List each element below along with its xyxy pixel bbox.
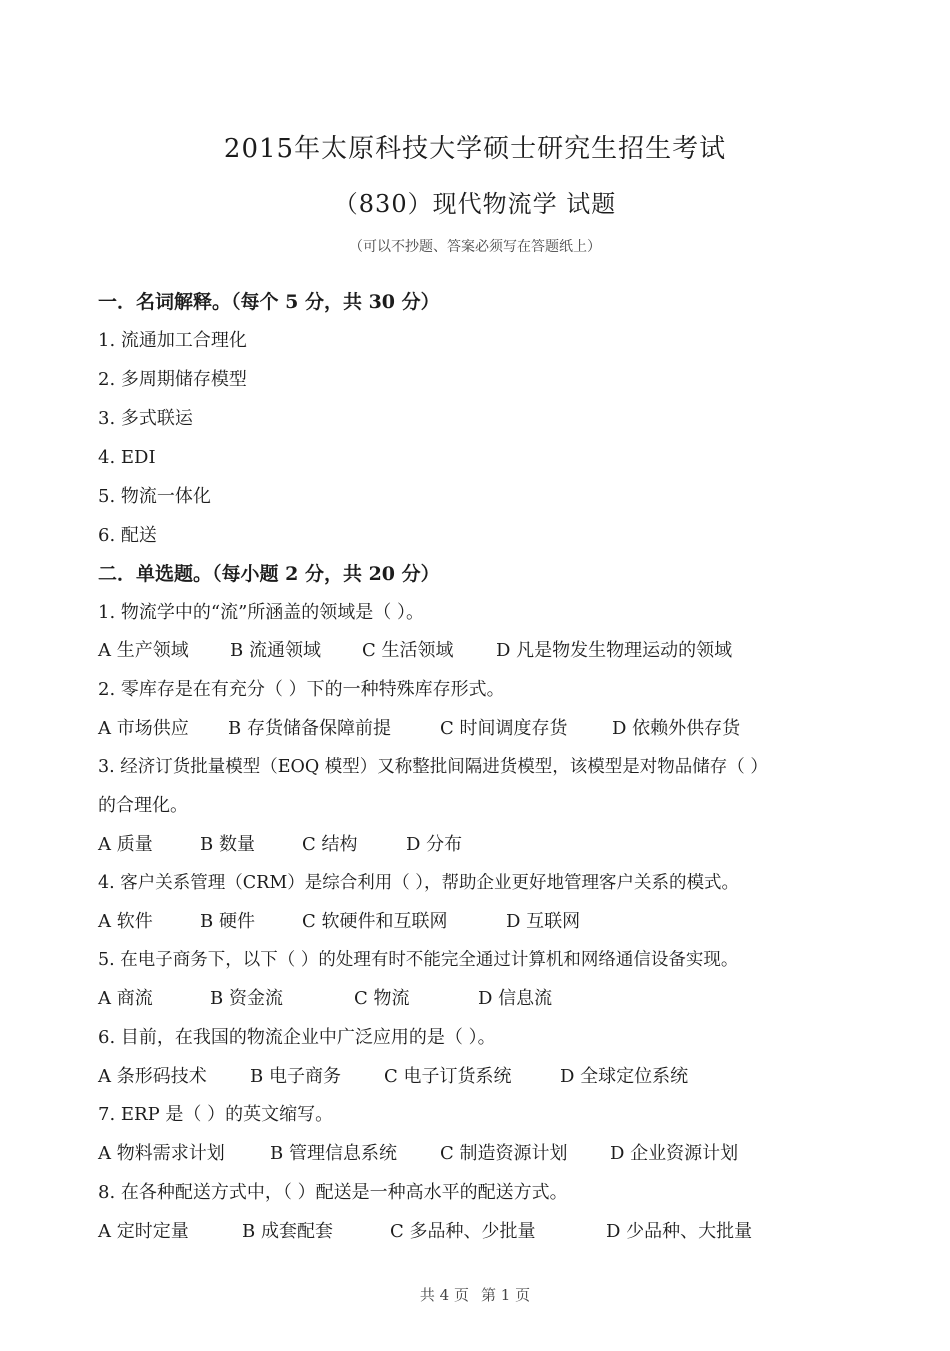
section2-heading: 二．单选题。（每小题 2 分，共 20 分）	[98, 563, 440, 585]
question-stem: 4. 客户关系管理（CRM）是综合利用（ ），帮助企业更好地管理客户关系的模式。	[98, 873, 740, 893]
option: D 凡是物发生物理运动的领域	[496, 640, 733, 661]
question-stem-continued: 的合理化。	[98, 795, 188, 816]
option: D 企业资源计划	[610, 1143, 739, 1164]
question-options	[98, 1220, 752, 1244]
question-stem: 8. 在各种配送方式中，（ ）配送是一种高水平的配送方式。	[98, 1182, 568, 1203]
question-options	[98, 717, 740, 741]
question-stem: 7. ERP 是（ ）的英文缩写。	[98, 1104, 334, 1125]
total-pages: 共 4 页	[419, 1286, 469, 1304]
option: B 硬件	[200, 911, 255, 932]
term-item: 4. EDI	[98, 447, 156, 468]
question-options	[98, 1065, 688, 1089]
option: D 信息流	[478, 988, 553, 1009]
question-options	[98, 987, 552, 1011]
option: B 流通领域	[230, 640, 321, 661]
option: C 物流	[354, 988, 410, 1009]
term-item: 5. 物流一体化	[98, 486, 211, 507]
option: A 软件	[98, 911, 153, 932]
option: C 电子订货系统	[384, 1066, 512, 1087]
term-item: 3. 多式联运	[98, 408, 193, 429]
option: D 全球定位系统	[560, 1066, 689, 1087]
question-stem: 5. 在电子商务下，以下（ ）的处理有时不能完全通过计算机和网络通信设备实现。	[98, 950, 739, 970]
option: B 成套配套	[242, 1221, 333, 1242]
option: C 结构	[302, 834, 358, 855]
question-options	[98, 639, 732, 663]
option: C 软硬件和互联网	[302, 911, 448, 932]
option: C 生活领域	[362, 640, 454, 661]
option: C 多品种、少批量	[390, 1221, 536, 1242]
option: B 电子商务	[250, 1066, 341, 1087]
option: A 定时定量	[98, 1221, 189, 1242]
exam-subtitle: （830）现代物流学 试题	[333, 190, 617, 218]
option: B 数量	[200, 834, 255, 855]
option: B 资金流	[210, 988, 283, 1009]
option: A 市场供应	[98, 718, 189, 739]
question-stem: 3. 经济订货批量模型（EOQ 模型）又称整批间隔进货模型，该模型是对物品储存（ ）	[98, 757, 768, 777]
option: D 少品种、大批量	[606, 1221, 753, 1242]
exam-note: （可以不抄题、答案必须写在答题纸上）	[349, 239, 601, 255]
current-page: 第 1 页	[481, 1286, 531, 1304]
question-options	[98, 910, 580, 934]
option: A 生产领域	[98, 640, 189, 661]
option: C 时间调度存货	[440, 718, 568, 739]
question-options	[98, 833, 462, 857]
section1-heading: 一．名词解释。（每个 5 分，共 30 分）	[98, 291, 440, 313]
term-item: 1. 流通加工合理化	[98, 330, 247, 351]
option: A 物料需求计划	[98, 1143, 225, 1164]
question-options	[98, 1142, 738, 1166]
question-stem: 2. 零库存是在有充分（ ）下的一种特殊库存形式。	[98, 679, 505, 700]
question-stem: 6. 目前，在我国的物流企业中广泛应用的是（ ）。	[98, 1027, 496, 1048]
option: C 制造资源计划	[440, 1143, 568, 1164]
option: A 条形码技术	[98, 1066, 207, 1087]
option: B 管理信息系统	[270, 1143, 397, 1164]
term-item: 6. 配送	[98, 525, 157, 546]
exam-title: 2015年太原科技大学硕士研究生招生考试	[223, 134, 727, 164]
option: D 互联网	[506, 911, 581, 932]
question-stem: 1. 物流学中的“流”所涵盖的领域是（ ）。	[98, 602, 425, 623]
option: D 分布	[406, 834, 463, 855]
term-item: 2. 多周期储存模型	[98, 369, 247, 390]
page-footer	[0, 1284, 950, 1305]
option: B 存货储备保障前提	[228, 718, 391, 739]
option: D 依赖外供存货	[612, 718, 741, 739]
option: A 质量	[98, 834, 153, 855]
option: A 商流	[98, 988, 153, 1009]
